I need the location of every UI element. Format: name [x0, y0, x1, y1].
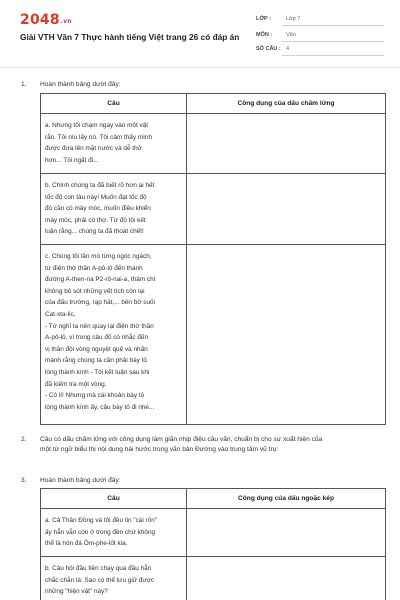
- meta-count-label: SỐ CÂU :: [256, 46, 281, 52]
- meta-underline: [282, 55, 384, 56]
- meta-grade-label: LỚP :: [256, 16, 271, 22]
- question-prompt: Hoàn thành bảng dưới đây:: [40, 477, 121, 484]
- column-header-sentence: Câu: [41, 489, 187, 509]
- meta-subject-value: Văn: [286, 32, 296, 38]
- answer-cell[interactable]: [187, 509, 386, 557]
- page-title: Giải VTH Văn 7 Thực hành tiếng Việt trang 26 có đáp án: [20, 32, 240, 42]
- question-number: 3.: [21, 477, 27, 484]
- sentence-cell: b. Câu hỏi đầu tiên chạy qua đầu hẳn chắc chắn là: Sao có thể lưu giữ được những "hiện vật" này?: [41, 557, 187, 600]
- site-logo[interactable]: 2048.vn: [20, 12, 72, 28]
- table-row: [41, 245, 386, 425]
- table-row: [41, 114, 386, 174]
- question-3-table: [40, 488, 386, 600]
- column-header-usage: Công dụng của dấu chấm lửng: [187, 94, 386, 114]
- table-row: [41, 509, 386, 557]
- document-header: [0, 0, 400, 68]
- meta-grade-value: Lớp 7: [286, 16, 301, 22]
- table-row: [41, 174, 386, 245]
- meta-question-count: [256, 46, 384, 58]
- sentence-cell: b. Chính chúng ta đã biết rõ hơn ai hết tốc độ con tàu này! Muốn đạt tốc độ đó cần có máy móc, muốn điều khiển máy móc, phải có thợ. Từ đó tôi kết luận rằng... chúng ta đã thoát chết!: [41, 174, 187, 245]
- meta-grade: [256, 16, 384, 28]
- answer-cell[interactable]: [187, 557, 386, 600]
- meta-underline: [282, 41, 384, 42]
- question-number: 1.: [21, 81, 27, 88]
- question-1-table: [40, 93, 386, 425]
- question-prompt: Câu có dấu chấm lửng với công dụng làm giãn nhịp điệu câu văn, chuẩn bị cho sự xuất hiện của một từ ngữ biểu thị nội dung hài hước trong văn bản Đường vào trung tâm vũ trụ:: [40, 436, 323, 453]
- table-row: [41, 557, 386, 600]
- meta-subject: [256, 32, 384, 44]
- column-header-usage: Công dụng của dấu ngoặc kép: [187, 489, 386, 509]
- meta-count-value: 4: [286, 46, 290, 52]
- answer-cell[interactable]: [187, 114, 386, 174]
- column-header-sentence: Câu: [41, 94, 187, 114]
- meta-subject-label: MÔN :: [256, 32, 273, 38]
- sentence-cell: c. Chúng tôi lần mò từng ngóc ngách, từ điện thờ thần A-pô-lô đến thánh đường A-then-na P2-rô-nai-a, thậm chí không bỏ sót những vết tích còn lại của đấu trường, rạp hát,... bên bờ suối Cat-xta-lic, - Tớ nghĩ ta nên quay lại điện thờ thần A-pô-lô, vì trong câu đố có nhắc đến vị thần đội vòng nguyệt quế và nhấn mạnh rằng chúng ta cần phải bày tỏ lòng thành kính - Tôi kết luận sau khi đã kiếm tra một vòng. - Có lí! Nhưng mà cái khoản bày tỏ lòng thành kính ấy, cậu bày tỏ đi nhé...: [41, 245, 187, 425]
- answer-cell[interactable]: [187, 245, 386, 425]
- meta-underline: [282, 25, 384, 26]
- sentence-cell: a. Cả Thần Đồng và tôi đều tin "cái rốn" ấy hẳn vẫn còn ở trong đền chứ không thể là hòn đá Ôm-phe-lốt kia.: [41, 509, 187, 557]
- answer-cell[interactable]: [187, 174, 386, 245]
- question-prompt: Hoàn thành bảng dưới đây:: [40, 81, 121, 88]
- question-number: 2.: [21, 436, 27, 443]
- sentence-cell: a. Nhưng tôi chạm ngay vào một vật rắn. Tôi níu lấy nó. Tôi cảm thấy mình được đưa lên mặt nước và dễ thở hơn... Tôi ngất đi...: [41, 114, 187, 174]
